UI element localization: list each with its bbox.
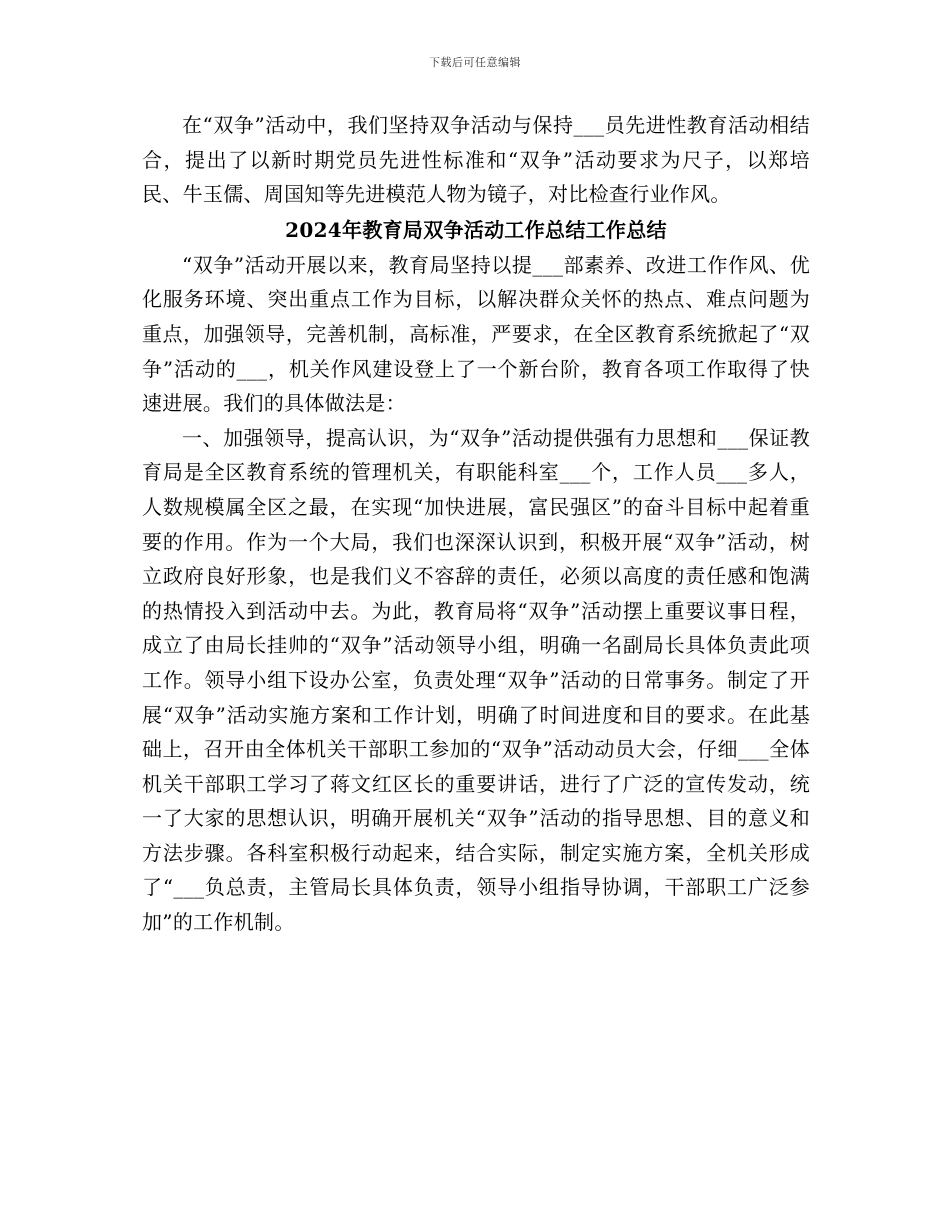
document-body: [142, 108, 810, 940]
document-title: 2024年教育局双争活动工作总结工作总结: [285, 217, 667, 242]
paragraph-section-one: 一、加强领导，提高认识，为“双争”活动提供强有力思想和___保证教育局是全区教育系统的管理机关，有职能科室___个，工作人员___多人，人数规模属全区之最，在实现“加快进展，富民强区”的奋斗目标中起着重要的作用。作为一个大局，我们也深深认识到，积极开展“双争”活动，树立政府良好形象，也是我们义不容辞的责任，必须以高度的责任感和饱满的热情投入到活动中去。为此，教育局将“双争”活动摆上重要议事日程，成立了由局长挂帅的“双争”活动领导小组，明确一名副局长具体负责此项工作。领导小组下设办公室，负责处理“双争”活动的日常事务。制定了开展“双争”活动实施方案和工作计划，明确了时间进度和目的要求。在此基础上，召开由全体机关干部职工参加的“双争”活动动员大会，仔细___全体机关干部职工学习了蒋文红区长的重要讲话，进行了广泛的宣传发动，统一了大家的思想认识，明确开展机关“双争”活动的指导思想、目的意义和方法步骤。各科室积极行动起来，结合实际，制定实施方案，全机关形成了“___负总责，主管局长具体负责，领导小组指导协调，干部职工广泛参加”的工作机制。: [142, 425, 810, 935]
page-header-note: 下载后可任意编辑: [429, 56, 521, 69]
paragraph-intro: 在“双争”活动中，我们坚持双争活动与保持___员先进性教育活动相结合，提出了以新时期党员先进性标准和“双争”活动要求为尺子，以郑培民、牛玉儒、周国知等先进模范人物为镜子，对比检查行业作风。: [142, 113, 810, 207]
paragraph-overview: “双争”活动开展以来，教育局坚持以提___部素养、改进工作作风、优化服务环境、突出重点工作为目标，以解决群众关怀的热点、难点问题为重点，加强领导，完善机制，高标准，严要求，在全区教育系统掀起了“双争”活动的___，机关作风建设登上了一个新台阶，教育各项工作取得了快速进展。我们的具体做法是：: [142, 252, 810, 416]
